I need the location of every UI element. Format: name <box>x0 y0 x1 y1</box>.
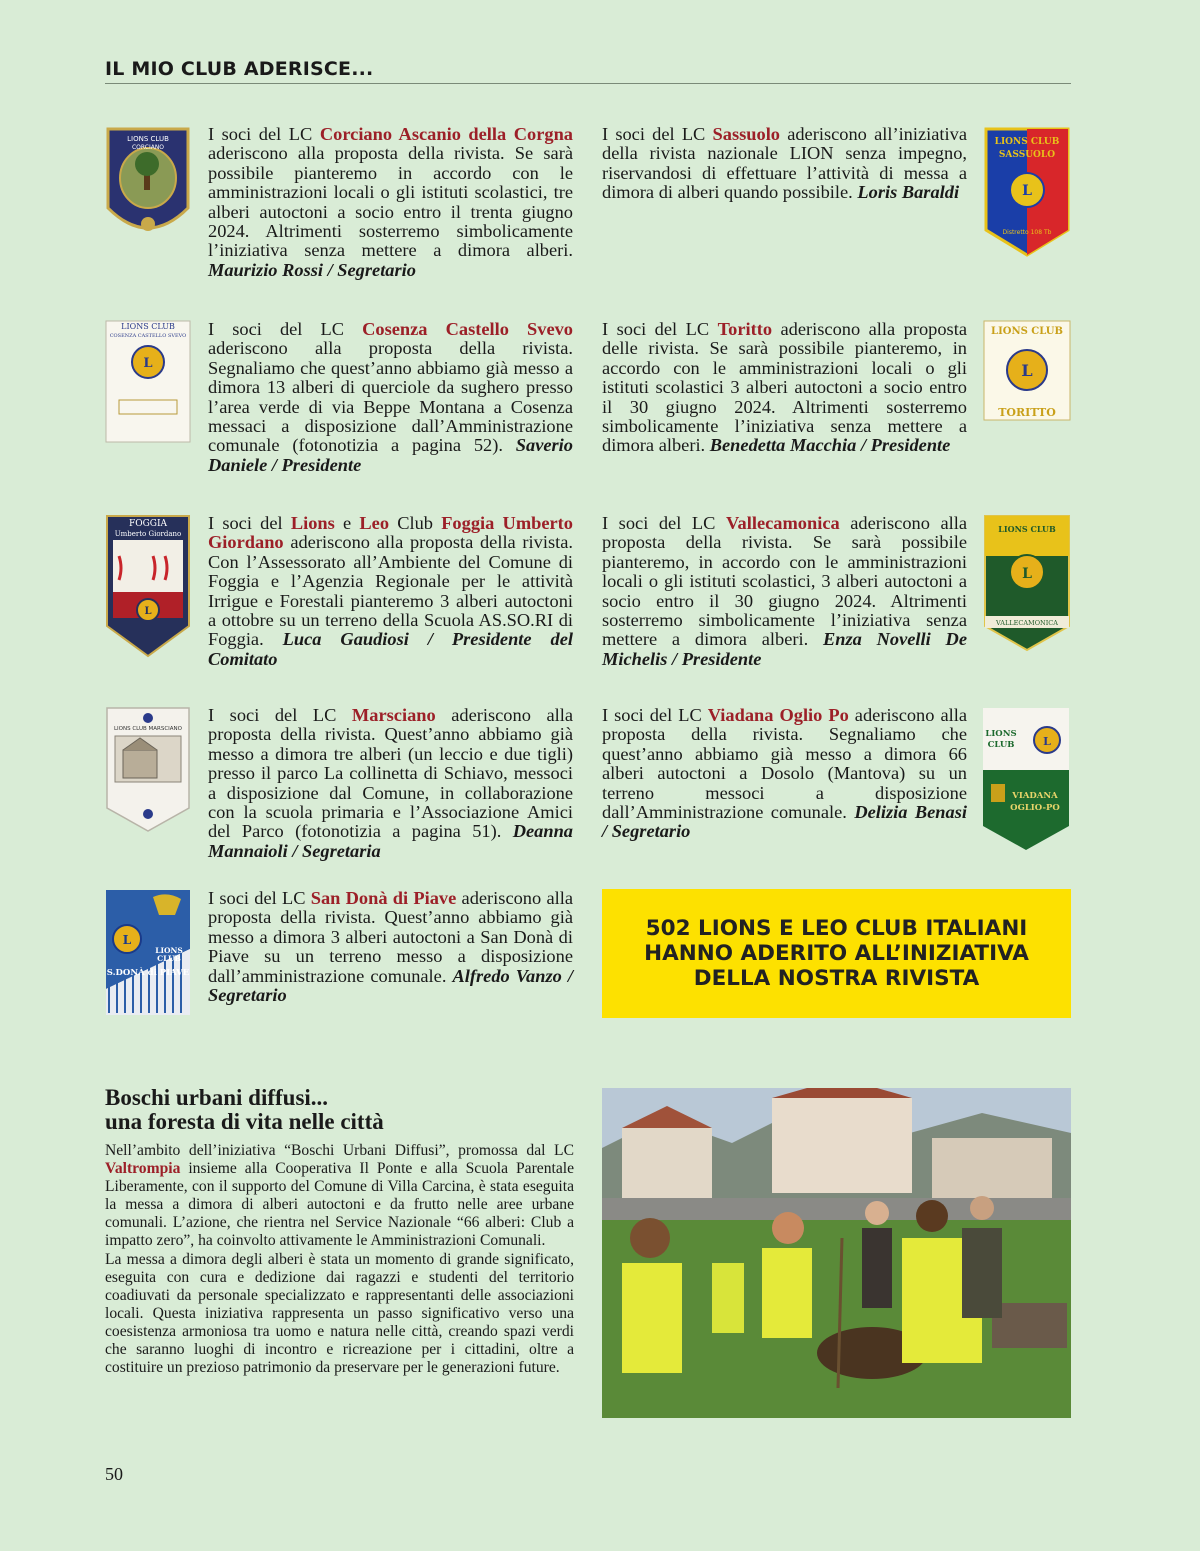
club-name-lions: Lions <box>290 513 335 533</box>
club-name-vallecamonica: Vallecamonica <box>725 513 840 533</box>
entry-foggia <box>208 514 573 669</box>
entry-prefix: I soci del LC <box>602 124 713 144</box>
svg-text:L: L <box>1022 183 1032 199</box>
viadana-pennant-text-3: OGLIO-PO <box>1010 803 1060 813</box>
vallecamonica-pennant-text-1: LIONS CLUB <box>998 524 1056 534</box>
entry-body: aderiscono alla proposta della rivista. Quest’anno abbiamo già messo a dimora 3 alberi autoctoni a San Donà di Piave su un terreno messo a disposizione dall’amministrazione comunale. <box>208 888 573 986</box>
svg-text:L: L <box>143 356 153 371</box>
club-name-sassuolo: Sassuolo <box>712 124 780 144</box>
club-name-cosenza: Cosenza Castello Svevo <box>362 319 573 339</box>
corciano-pennant-text-1: LIONS CLUB <box>127 135 169 143</box>
sandona-pennant-text-2: S.DONÀ di PIAVE <box>106 968 190 978</box>
svg-text:L: L <box>1022 566 1032 582</box>
club-name-toritto: Toritto <box>717 319 773 339</box>
entry-signature: Deanna Mannaioli / Segretaria <box>208 821 573 861</box>
entry-signature: Benedetta Macchia / Presidente <box>709 435 951 456</box>
entry-prefix: I soci del <box>208 513 291 533</box>
entry-marsciano <box>208 706 573 861</box>
foggia-pennant-image <box>105 514 191 658</box>
vallecamonica-pennant-image <box>983 514 1071 652</box>
club-name-marsciano: Marsciano <box>351 705 436 725</box>
sandona-pennant-text-1b: CLUB <box>157 954 181 963</box>
corciano-pennant-image <box>105 126 191 248</box>
sassuolo-pennant-text-1: LIONS CLUB <box>994 137 1060 147</box>
entry-body: aderiscono alla proposta della rivista. Quest’anno abbiamo già messo a dimora tre alberi (un leccio e due tigli) presso il parco La collinetta di Schiavo, messoci a disposizione dal Comune, in collaborazione con la scuola primaria e l’Associazione Amici del Parco (fotonotizia a pagina 51). <box>208 705 573 842</box>
viadana-pennant-image <box>981 706 1071 852</box>
entry-body: aderiscono alla proposta della rivista. Se sarà possibile pianteremo in accordo con le amministrazioni locali o gli istituti scolastici, tre alberi autoctoni a socio entro il trenta giugno 2024. Altrimenti sosterremo simbolicamente l’iniziativa senza mettere a dimora alberi. <box>208 143 573 261</box>
foggia-pennant-text-2: Umberto Giordano <box>114 530 182 538</box>
toritto-pennant-text-1: LIONS CLUB <box>991 326 1063 337</box>
entry-prefix: I soci del LC <box>208 319 363 339</box>
boschi-title <box>105 1086 585 1134</box>
club-name-valtrompia: Valtrompia <box>105 1160 181 1178</box>
boschi-paragraph-1: Nell’ambito dell’iniziativa “Boschi Urbani Diffusi”, promossa dal LC Valtrompia insieme alla Cooperativa Il Ponte e alla Scuola Parentale Liberamente, con il supporto del Comune di Villa Carcina, è stata eseguita la messa a dimora di alberi autoctoni e da frutto nelle aree urbane comunali. L’azione, che rientra nel Service Nazionale “66 alberi: Club a impatto zero”, ha coinvolto attivamente le Amministrazioni Comunali. <box>105 1142 574 1250</box>
boschi-title-line-1: Boschi urbani diffusi... <box>105 1085 329 1110</box>
svg-text:L: L <box>122 933 132 947</box>
entry-corciano <box>208 125 573 280</box>
cosenza-pennant-text-2: COSENZA CASTELLO SVEVO <box>109 333 187 339</box>
entry-signature: Luca Gaudiosi / Presidente del Comitato <box>208 629 573 669</box>
entry-sandona <box>208 889 573 1005</box>
entry-signature: Delizia Benasi / Segretario <box>602 802 967 842</box>
entry-toritto <box>602 320 967 456</box>
viadana-pennant-text-1b: CLUB <box>987 740 1015 750</box>
entry-sassuolo <box>602 125 967 203</box>
entry-prefix: I soci del LC <box>602 319 718 339</box>
entry-signature: Maurizio Rossi / Segretario <box>208 259 416 280</box>
callout-line-3: DELLA NOSTRA RIVISTA <box>693 966 980 991</box>
svg-text:L: L <box>1021 361 1033 380</box>
callout-line-2: HANNO ADERITO ALL’INIZIATIVA <box>644 941 1029 966</box>
callout-line-1: 502 LIONS E LEO CLUB ITALIANI <box>645 916 1028 941</box>
entry-signature: Saverio Daniele / Presidente <box>208 435 573 475</box>
entry-body: aderiscono all’iniziativa della rivista nazionale LION senza impegno, riservandosi di effettuare l’attività di messa a dimora di alberi quando possibile. <box>602 124 967 203</box>
entry-body: aderiscono alla proposta della rivista. Con l’Assessorato all’Ambiente del Comune di Foggia e l’Agenzia Regionale per le attività Irrigue e Forestali pianteremo 3 alberi autoctoni a ottobre su un terreno della Scuola AS.SO.RI di Foggia. <box>208 532 573 650</box>
entry-body: aderiscono alla proposta della rivista. Se sarà possibile pianteremo, in accordo con le amministrazioni locali o gli istituti scolastici, 3 alberi autoctoni a socio entro il 30 giugno 2024. Altrimenti sosterremo simbolicamente l’iniziativa senza mettere a dimora alberi. <box>602 513 967 650</box>
entry-signature: Loris Baraldi <box>857 182 960 203</box>
marsciano-pennant-image <box>105 706 191 833</box>
boschi-title-line-2: una foresta di vita nelle città <box>105 1109 384 1134</box>
club-name-foggia: Foggia Umberto Giordano <box>208 513 574 553</box>
entry-prefix: I soci del LC <box>208 124 320 144</box>
toritto-pennant-text-2: TORITTO <box>998 406 1056 419</box>
entry-cosenza <box>208 320 573 475</box>
callout-box <box>602 889 1071 1018</box>
club-name-sandona: San Donà di Piave <box>310 888 457 908</box>
sassuolo-pennant-image <box>983 126 1071 258</box>
club-name-corciano: Corciano Ascanio della Corgna <box>319 124 574 144</box>
svg-text:L: L <box>1043 735 1051 748</box>
tree-planting-photo <box>602 1088 1071 1418</box>
club-name-leo: Leo <box>359 513 390 533</box>
cosenza-pennant-image <box>105 320 191 443</box>
cosenza-pennant-text-1: LIONS CLUB <box>121 322 175 331</box>
entry-viadana <box>602 706 967 842</box>
entry-prefix: I soci del LC <box>208 705 352 725</box>
entry-signature: Alfredo Vanzo / Segretario <box>208 965 573 1006</box>
svg-text:L: L <box>144 606 152 617</box>
foggia-pennant-text-1: FOGGIA <box>128 519 168 529</box>
entry-prefix: I soci del LC <box>602 513 726 533</box>
corciano-pennant-text-2: CORCIANO <box>131 144 165 151</box>
entry-mid2: Club <box>389 513 442 533</box>
toritto-pennant-image <box>983 320 1071 421</box>
page-number: 50 <box>105 1464 123 1484</box>
vallecamonica-pennant-text-2: VALLECAMONICA <box>996 619 1058 627</box>
entry-vallecamonica <box>602 514 967 669</box>
entry-prefix: I soci del LC <box>602 705 708 725</box>
entry-body: aderiscono alla proposta delle rivista. Se sarà possibile pianteremo, in accordo con le amministrazioni locali o gli istituti scolastici 3 alberi autoctoni a socio entro il 30 giugno 2024. Altrimenti sosterremo simbolicamente l’iniziativa senza mettere a dimora alberi. <box>602 319 967 456</box>
boschi-paragraph-2: La messa a dimora degli alberi è stata un momento di grande significato, eseguita con cura e dedizione dai ragazzi e studenti del territorio coadiuvati da personale specializzato e rappresentanti delle associazioni locali. Questa iniziativa rappresenta un passo significativo verso una coesistenza armoniosa tra uomo e natura nelle città, creando spazi verdi che saranno luoghi di incontro e ricreazione per i cittadini, oltre a costituire un prezioso patrimonio da preservare per le generazioni future. <box>105 1250 574 1377</box>
sassuolo-pennant-text-3: Distretto 108 Tb <box>1002 229 1052 236</box>
sandona-pennant-image <box>105 889 191 1016</box>
sandona-pennant-text-1: LIONS <box>155 946 183 955</box>
boschi-body <box>105 1142 574 1377</box>
marsciano-pennant-text-1: LIONS CLUB MARSCIANO <box>113 726 183 732</box>
entry-prefix: I soci del LC <box>208 888 311 908</box>
entry-body: aderiscono alla proposta della rivista. Segnaliamo che quest’anno abbiamo già messo a dimora 66 alberi autoctoni a Dosolo (Mantova) su un terreno messoci a disposizione dall’Amministrazione comunale. <box>602 705 967 823</box>
entry-mid: e <box>334 513 360 533</box>
entry-body: aderiscono alla proposta della rivista. Segnaliamo che quest’anno abbiamo già messo a dimora 13 alberi di querciole da sughero presso l’area verde di via Beppe Montana a Cosenza messaci a disposizione dall’Amministrazione comunale (fotonotizia a pagina 52). <box>208 338 573 456</box>
sassuolo-pennant-text-2: SASSUOLO <box>998 150 1056 160</box>
viadana-pennant-text-1: LIONS <box>985 729 1017 739</box>
section-header: IL MIO CLUB ADERISCE... <box>105 58 1071 84</box>
club-name-viadana: Viadana Oglio Po <box>707 705 849 725</box>
viadana-pennant-text-2: VIADANA <box>1012 791 1058 801</box>
entry-signature: Enza Novelli De Michelis / Presidente <box>602 629 967 669</box>
